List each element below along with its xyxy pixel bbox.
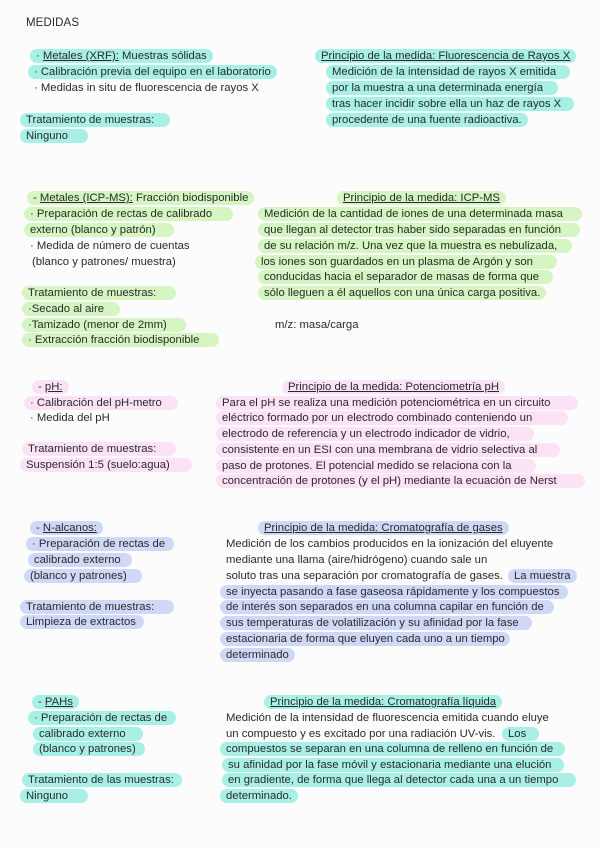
ph-treatment-label: Tratamiento de muestras:: [22, 442, 176, 456]
nalcanos-principle-title: Principio de la medida: Cromatografía de gases: [258, 521, 509, 535]
xrf-principle-line: tras hacer incidir sobre ella un haz de rayos X: [326, 97, 574, 111]
pahs-item: (blanco y patrones): [33, 742, 145, 756]
nalcanos-item: calibrado externo: [28, 553, 132, 567]
pahs-item: · Preparación de rectas de: [28, 711, 176, 725]
ph-principle-line: paso de protones. El potencial medido se relaciona con la: [216, 459, 536, 473]
ph-principle-line: Para el pH se realiza una medición potenciométrica en un circuito: [216, 396, 578, 410]
icpms-item: externo (blanco y patrón): [24, 223, 174, 237]
pahs-principle-line: compuestos se separan en una columna de relleno en función de: [220, 742, 565, 756]
xrf-heading-label: Metales (XRF):: [42, 50, 119, 62]
ph-principle-line: electrodo de referencia y un electrodo indicador de vidrio,: [216, 427, 534, 441]
nalcanos-principle-line: mediante una llama (aire/hidrógeno) cuando sale un: [226, 554, 488, 566]
xrf-item: · Calibración previa del equipo en el laboratorio: [28, 65, 277, 79]
xrf-principle-line: por la muestra a una determinada energía: [326, 81, 558, 95]
ph-principle-title: Principio de la medida: Potenciometría pH: [282, 380, 505, 394]
icpms-treatment: ·Tamizado (menor de 2mm): [22, 318, 186, 332]
nalcanos-treatment: Limpieza de extractos: [20, 615, 144, 629]
pahs-heading-label: PAHs: [44, 696, 73, 708]
nalcanos-heading-label: N-alcanos:: [42, 522, 97, 534]
icpms-item: · Medida de número de cuentas: [30, 240, 190, 252]
icpms-principle-line: conducidas hacia el separador de masas de forma que: [258, 270, 553, 284]
icpms-principle-line: los iones son guardados en un plasma de Argón y son: [255, 255, 557, 269]
nalcanos-item: (blanco y patrones): [24, 569, 142, 583]
ph-treatment: Suspensión 1:5 (suelo:agua): [20, 458, 192, 472]
pahs-heading: - PAHs: [32, 695, 79, 709]
icpms-heading: - Metales (ICP-MS): Fracción biodisponible: [27, 191, 254, 205]
pahs-principle-line: Los: [502, 727, 539, 741]
pahs-treatment-label: Tratamiento de las muestras:: [22, 773, 182, 787]
ph-item: · Medida del pH: [30, 412, 110, 424]
pahs-principle-line: determinado.: [220, 789, 298, 803]
icpms-treatment-label: Tratamiento de muestras:: [22, 286, 176, 300]
xrf-heading: · Metales (XRF): Muestras sólidas: [30, 49, 213, 63]
xrf-principle-title: Principio de la medida: Fluorescencia de Rayos X: [315, 49, 576, 63]
page-title: MEDIDAS: [26, 17, 80, 29]
nalcanos-treatment-label: Tratamiento de muestras:: [20, 600, 174, 614]
icpms-principle-title: Principio de la medida: ICP-MS: [337, 191, 506, 205]
nalcanos-principle-line: soluto tras una separación por cromatografía de gases.: [226, 570, 503, 582]
nalcanos-principle-line: de interés son separados en una columna capilar en función de: [220, 600, 554, 614]
nalcanos-principle-line: La muestra: [508, 569, 577, 583]
icpms-heading-label: Metales (ICP-MS):: [39, 192, 133, 204]
pahs-treatment: Ninguno: [20, 789, 88, 803]
nalcanos-principle-line: Medición de los cambios producidos en la ionización del eluyente: [226, 538, 554, 550]
xrf-item: · Medidas in situ de fluorescencia de rayos X: [34, 82, 259, 94]
xrf-principle-line: Medición de la intensidad de rayos X emitida: [326, 65, 570, 79]
xrf-principle-line: procedente de una fuente radioactiva.: [326, 113, 528, 127]
icpms-principle-line: que llegan al detector tras haber sido separadas en función: [258, 223, 580, 237]
ph-heading: - pH:: [32, 380, 69, 394]
ph-principle-line: eléctrico formado por un electrodo combinado conteniendo un: [216, 411, 568, 425]
ph-heading-label: pH:: [44, 381, 63, 393]
xrf-treatment-label: Tratamiento de muestras:: [20, 113, 170, 127]
pahs-principle-line: su afinidad por la fase móvil y estacionaria mediante una elución: [222, 758, 564, 772]
icpms-note: m/z: masa/carga: [275, 319, 359, 331]
icpms-principle-line: de su relación m/z. Una vez que la muestra es nebulizada,: [258, 239, 572, 253]
nalcanos-principle-line: determinado: [220, 648, 295, 662]
pahs-principle-line: un compuesto y es excitado por una radiación UV-vis.: [226, 728, 496, 740]
pahs-principle-line: en gradiente, de forma que llega al detector cada una a un tiempo: [222, 773, 576, 787]
icpms-item: (blanco y patrones/ muestra): [32, 256, 176, 268]
icpms-treatment: · Extracción fracción biodisponible: [22, 333, 219, 347]
nalcanos-heading: - N-alcanos:: [30, 521, 103, 535]
nalcanos-principle-line: estacionaria de forma que eluyen cada uno a un tiempo: [220, 632, 510, 646]
nalcanos-principle-line: se inyecta pasando a fase gaseosa rápidamente y los compuestos: [220, 585, 568, 599]
pahs-principle-title: Principio de la medida: Cromatografía líquida: [264, 695, 502, 709]
nalcanos-principle-line: sus temperaturas de volatilización y su afinidad por la fase: [220, 616, 532, 630]
icpms-item: · Preparación de rectas de calibrado: [24, 207, 233, 221]
icpms-principle-line: sólo lleguen a él aquellos con una única carga positiva.: [258, 286, 546, 300]
xrf-treatment: Ninguno: [20, 129, 88, 143]
ph-principle-line: consistente en un ESI con una membrana de vidrio selectiva al: [216, 443, 560, 457]
ph-item: · Calibración del pH-metro: [24, 396, 178, 410]
pahs-item: calibrado externo: [33, 727, 143, 741]
nalcanos-item: · Preparación de rectas de: [26, 537, 174, 551]
icpms-principle-line: Medición de la cantidad de iones de una determinada masa: [258, 207, 582, 221]
icpms-treatment: ·Secado al aire: [22, 302, 120, 316]
ph-principle-line: concentración de protones (y el pH) mediante la ecuación de Nerst: [216, 474, 585, 488]
pahs-principle-line: Medición de la intensidad de fluorescencia emitida cuando eluye: [226, 712, 549, 724]
